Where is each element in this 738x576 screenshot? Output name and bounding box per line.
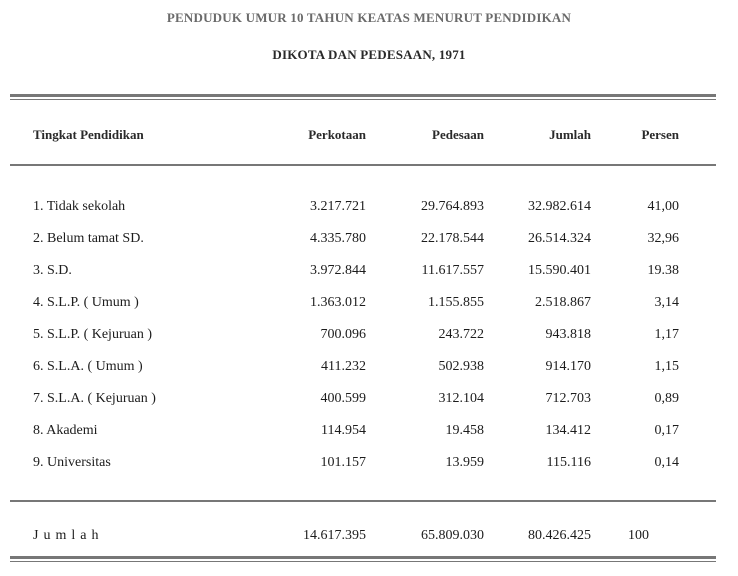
total-total: 80.426.425 <box>528 528 591 543</box>
row-total: 115.116 <box>546 455 591 470</box>
row-label: 3. S.D. <box>33 263 72 278</box>
row-label: 7. S.L.A. ( Kejuruan ) <box>33 391 156 406</box>
row-percent: 1,17 <box>654 327 679 342</box>
row-label: 6. S.L.A. ( Umum ) <box>33 359 143 374</box>
bottom-rule <box>10 556 716 559</box>
header-level: Tingkat Pendidikan <box>33 127 144 142</box>
row-percent: 19.38 <box>647 263 679 278</box>
total-label: Jumlah <box>33 528 104 543</box>
row-urban: 1.363.012 <box>310 295 366 310</box>
bottom-rule-thin <box>10 561 716 562</box>
row-urban: 700.096 <box>320 327 366 342</box>
total-percent: 100 <box>628 528 649 543</box>
row-rural: 19.458 <box>445 423 484 438</box>
row-urban: 411.232 <box>321 359 366 374</box>
row-rural: 312.104 <box>438 391 484 406</box>
row-total: 943.818 <box>545 327 591 342</box>
row-rural: 13.959 <box>445 455 484 470</box>
row-rural: 502.938 <box>438 359 484 374</box>
row-total: 712.703 <box>545 391 591 406</box>
row-rural: 29.764.893 <box>421 199 484 214</box>
row-percent: 0,17 <box>654 423 679 438</box>
row-total: 914.170 <box>545 359 591 374</box>
header-rural: Pedesaan <box>432 127 484 142</box>
row-label: 5. S.L.P. ( Kejuruan ) <box>33 327 152 342</box>
top-rule <box>10 94 716 97</box>
row-urban: 101.157 <box>320 455 366 470</box>
row-label: 8. Akademi <box>33 423 98 438</box>
table-subtitle: DIKOTA DAN PEDESAAN, 1971 <box>272 47 466 62</box>
row-label: 9. Universitas <box>33 455 111 470</box>
header-rule <box>10 164 716 166</box>
row-total: 32.982.614 <box>528 199 591 214</box>
top-rule-thin <box>10 99 716 100</box>
row-rural: 1.155.855 <box>428 295 484 310</box>
row-percent: 0,89 <box>654 391 679 406</box>
row-percent: 0,14 <box>654 455 679 470</box>
row-rural: 22.178.544 <box>421 231 484 246</box>
row-total: 26.514.324 <box>528 231 591 246</box>
row-urban: 3.972.844 <box>310 263 366 278</box>
row-percent: 41,00 <box>647 199 679 214</box>
row-percent: 3,14 <box>654 295 679 310</box>
row-total: 2.518.867 <box>535 295 591 310</box>
header-percent: Persen <box>641 127 679 142</box>
bottom-body-rule <box>10 500 716 502</box>
header-urban: Perkotaan <box>308 127 366 142</box>
total-urban: 14.617.395 <box>303 528 366 543</box>
row-urban: 4.335.780 <box>310 231 366 246</box>
row-total: 15.590.401 <box>528 263 591 278</box>
row-percent: 1,15 <box>654 359 679 374</box>
row-label: 1. Tidak sekolah <box>33 199 126 214</box>
row-rural: 243.722 <box>438 327 484 342</box>
total-rural: 65.809.030 <box>421 528 484 543</box>
table-title: PENDUDUK UMUR 10 TAHUN KEATAS MENURUT PENDIDIKAN <box>166 10 572 25</box>
row-urban: 400.599 <box>320 391 366 406</box>
row-urban: 3.217.721 <box>310 199 366 214</box>
row-percent: 32,96 <box>647 231 679 246</box>
row-total: 134.412 <box>545 423 591 438</box>
header-total: Jumlah <box>549 127 591 142</box>
row-label: 2. Belum tamat SD. <box>33 231 144 246</box>
row-rural: 11.617.557 <box>421 263 484 278</box>
row-urban: 114.954 <box>321 423 366 438</box>
row-label: 4. S.L.P. ( Umum ) <box>33 295 139 310</box>
